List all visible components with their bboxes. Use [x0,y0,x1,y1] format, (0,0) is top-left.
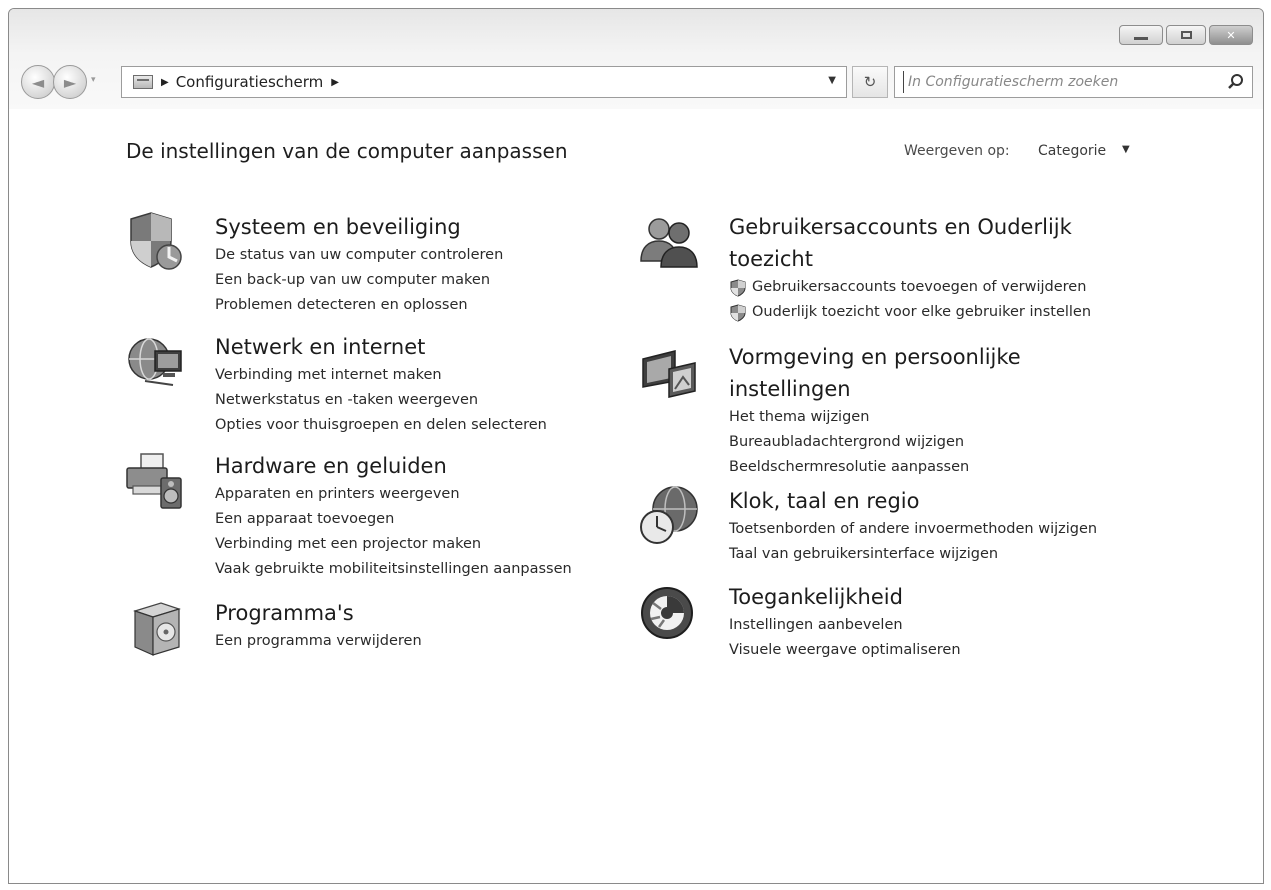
category-link[interactable] [729,300,1091,325]
accessibility-icon[interactable] [639,581,699,641]
category-link[interactable]: Instellingen aanbevelen [729,617,903,633]
category-link[interactable]: Een apparaat toevoegen [215,511,395,527]
control-panel-window [8,8,1264,884]
recent-pages-dropdown[interactable]: ▾ [91,75,96,85]
category-title[interactable]: Netwerk en internet [215,335,426,359]
category-title[interactable]: Systeem en beveiliging [215,215,461,239]
refresh-icon: ↻ [863,73,877,91]
category-link[interactable]: Netwerkstatus en -taken weergeven [215,392,479,408]
category-title[interactable]: Hardware en geluiden [215,454,447,478]
network-globe-icon[interactable] [125,331,185,391]
search-box[interactable] [894,66,1253,98]
category-link[interactable]: Beeldschermresolutie aanpassen [729,459,970,475]
search-icon[interactable] [1227,73,1245,91]
category-link[interactable]: Toetsenborden of andere invoermethoden wijzigen [729,521,1098,537]
uac-shield-icon [729,304,747,322]
category-link[interactable]: Verbinding met een projector maken [215,536,482,552]
category-link[interactable]: Een back-up van uw computer maken [215,272,491,288]
close-button[interactable] [1209,25,1253,45]
minimize-icon [1134,37,1148,40]
uac-shield-icon [729,279,747,297]
category-title[interactable]: Programma's [215,601,354,625]
category-link[interactable]: Een programma verwijderen [215,633,422,649]
breadcrumb-separator-icon[interactable]: ▶ [161,76,169,88]
maximize-icon [1181,31,1192,39]
category-link[interactable]: Het thema wijzigen [729,409,870,425]
view-by-label: Weergeven op: [904,143,1010,159]
category-link[interactable]: Taal van gebruikersinterface wijzigen [729,546,999,562]
refresh-button[interactable] [852,66,888,98]
printer-speaker-icon[interactable] [125,450,185,510]
category-title[interactable]: Toegankelijkheid [729,585,903,609]
program-box-icon[interactable] [125,597,185,657]
address-dropdown-icon[interactable]: ▼ [828,75,836,86]
category-link[interactable]: Bureaubladachtergrond wijzigen [729,434,965,450]
category-link[interactable]: De status van uw computer controleren [215,247,504,263]
category-link-label[interactable]: Ouderlijk toezicht voor elke gebruiker instellen [752,304,1092,320]
category-content [215,450,572,582]
category-content [215,331,547,438]
shield-icon[interactable] [125,211,185,271]
category-link-label[interactable]: Gebruikersaccounts toevoegen of verwijderen [752,279,1087,295]
category-link[interactable]: Vaak gebruikte mobiliteitsinstellingen aanpassen [215,561,572,577]
forward-button[interactable] [53,65,87,99]
control-panel-icon [133,75,153,89]
category-content [729,485,1097,567]
category-link[interactable] [729,275,1091,300]
display-appearance-icon[interactable] [639,341,699,401]
address-bar[interactable] [121,66,847,98]
page-title: De instellingen van de computer aanpassen [126,139,568,163]
category-link[interactable]: Verbinding met internet maken [215,367,442,383]
users-icon[interactable] [639,211,699,271]
category-link[interactable]: Opties voor thuisgroepen en delen selecteren [215,417,547,433]
clock-globe-icon[interactable] [639,485,699,545]
minimize-button[interactable] [1119,25,1163,45]
category-link[interactable]: Visuele weergave optimaliseren [729,642,961,658]
category-title[interactable]: Gebruikersaccounts en Ouderlijk toezicht [729,215,1072,271]
category-content [729,581,961,663]
category-content [729,211,1091,325]
forward-arrow-icon: ► [63,72,77,92]
category-content [215,211,503,318]
search-input[interactable] [903,71,1208,93]
chevron-down-icon[interactable]: ▼ [1122,144,1130,155]
back-button[interactable] [21,65,55,99]
breadcrumb-separator-icon[interactable]: ▶ [331,76,339,88]
category-title[interactable]: Klok, taal en regio [729,489,920,513]
category-title[interactable]: Vormgeving en persoonlijke instellingen [729,345,1021,401]
close-icon: ✕ [1226,28,1236,42]
breadcrumb-control-panel[interactable]: Configuratiescherm [175,73,324,91]
back-arrow-icon: ◄ [31,72,45,92]
view-by-dropdown[interactable]: Categorie [1038,143,1107,159]
maximize-button[interactable] [1166,25,1206,45]
category-content [215,597,422,654]
category-link[interactable]: Problemen detecteren en oplossen [215,297,468,313]
category-link[interactable]: Apparaten en printers weergeven [215,486,460,502]
window-controls [1119,25,1253,45]
category-content [729,341,1089,480]
